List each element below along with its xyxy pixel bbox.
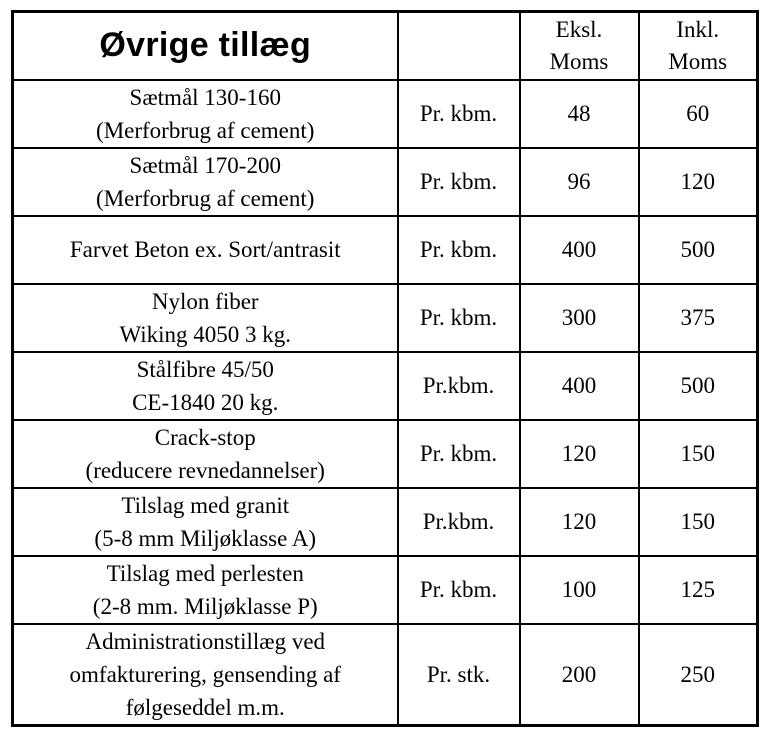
row-price-incl-vat: 120 xyxy=(639,148,758,216)
row-description xyxy=(13,624,398,726)
row-description-line: Sætmål 130-160 xyxy=(129,84,281,110)
row-description-line: Farvet Beton ex. Sort/antrasit xyxy=(69,237,341,262)
row-unit: Pr. kbm. xyxy=(398,420,520,488)
row-description xyxy=(13,216,398,284)
row-price-excl-vat: 120 xyxy=(520,420,639,488)
table-row xyxy=(13,80,758,148)
incl-vat-header-line: Inkl. xyxy=(676,16,720,42)
row-unit: Pr.kbm. xyxy=(398,488,520,556)
row-price-excl-vat: 96 xyxy=(520,148,639,216)
table-row xyxy=(13,556,758,624)
row-description-line: Wiking 4050 3 kg. xyxy=(119,321,292,347)
table-title: Øvrige tillæg xyxy=(13,12,398,80)
row-description-line: Crack-stop xyxy=(154,424,256,450)
row-price-incl-vat: 500 xyxy=(639,216,758,284)
row-price-incl-vat: 375 xyxy=(639,284,758,352)
row-description-line: CE-1840 20 kg. xyxy=(132,389,279,415)
row-price-incl-vat: 150 xyxy=(639,420,758,488)
row-price-excl-vat: 300 xyxy=(520,284,639,352)
row-price-excl-vat: 120 xyxy=(520,488,639,556)
row-description-line: (reducere revnedannelser) xyxy=(85,457,325,483)
row-description xyxy=(13,420,398,488)
excl-vat-column-header xyxy=(520,12,639,80)
row-description-line: (2-8 mm. Miljøklasse P) xyxy=(92,593,318,619)
excl-vat-header-line: Moms xyxy=(549,48,609,74)
excl-vat-header-line: Eksl. xyxy=(555,16,603,42)
row-unit: Pr. kbm. xyxy=(398,284,520,352)
row-unit: Pr. kbm. xyxy=(398,556,520,624)
row-description-line: Administrationstillæg ved xyxy=(85,628,326,654)
row-unit: Pr.kbm. xyxy=(398,352,520,420)
row-price-incl-vat: 125 xyxy=(639,556,758,624)
row-description xyxy=(13,284,398,352)
row-description xyxy=(13,488,398,556)
row-price-excl-vat: 400 xyxy=(520,352,639,420)
table-row xyxy=(13,420,758,488)
row-price-incl-vat: 250 xyxy=(639,624,758,726)
row-price-excl-vat: 100 xyxy=(520,556,639,624)
table-body xyxy=(13,12,758,726)
row-description-line: (5-8 mm Miljøklasse A) xyxy=(94,525,317,551)
row-description-line: Tilslag med granit xyxy=(121,492,290,518)
row-price-incl-vat: 150 xyxy=(639,488,758,556)
row-description xyxy=(13,80,398,148)
row-price-excl-vat: 400 xyxy=(520,216,639,284)
unit-column-header xyxy=(398,12,520,80)
table-row xyxy=(13,148,758,216)
row-description xyxy=(13,556,398,624)
table-row xyxy=(13,352,758,420)
row-unit: Pr. stk. xyxy=(398,624,520,726)
row-description xyxy=(13,148,398,216)
table-row xyxy=(13,284,758,352)
row-description-line: Tilslag med perlesten xyxy=(106,560,304,586)
row-description-line: Nylon fiber xyxy=(151,288,259,314)
table-row xyxy=(13,624,758,726)
price-table xyxy=(11,10,759,727)
row-description-line: (Merforbrug af cement) xyxy=(96,185,315,211)
row-description xyxy=(13,352,398,420)
row-unit: Pr. kbm. xyxy=(398,216,520,284)
incl-vat-column-header xyxy=(639,12,758,80)
row-price-incl-vat: 500 xyxy=(639,352,758,420)
incl-vat-header-line: Moms xyxy=(668,48,728,74)
table-row xyxy=(13,216,758,284)
row-price-incl-vat: 60 xyxy=(639,80,758,148)
row-description-line: Stålfibre 45/50 xyxy=(136,356,274,382)
row-unit: Pr. kbm. xyxy=(398,148,520,216)
row-price-excl-vat: 48 xyxy=(520,80,639,148)
row-unit: Pr. kbm. xyxy=(398,80,520,148)
row-description-line: følgeseddel m.m. xyxy=(125,694,285,720)
row-description-line: Sætmål 170-200 xyxy=(129,152,281,178)
row-description-line: omfakturering, gensending af xyxy=(69,661,341,687)
header-row xyxy=(13,12,758,80)
table-row xyxy=(13,488,758,556)
row-description-line: (Merforbrug af cement) xyxy=(96,117,315,143)
row-price-excl-vat: 200 xyxy=(520,624,639,726)
